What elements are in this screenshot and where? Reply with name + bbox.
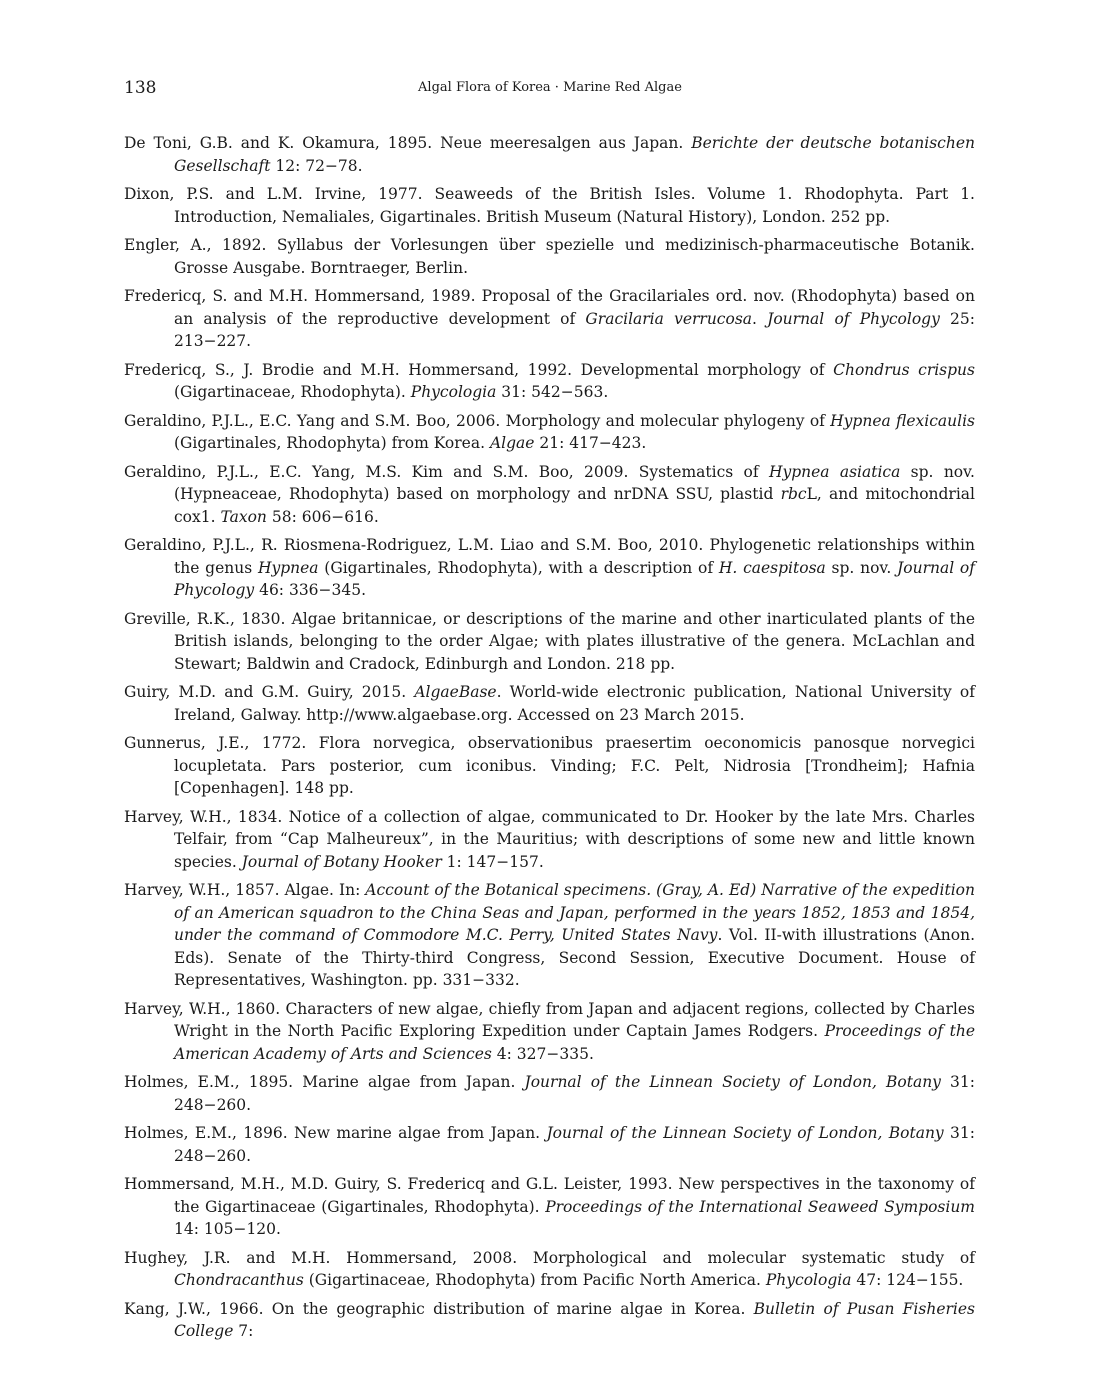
reference-text: Hughey, J.R. and M.H. Hommersand, 2008. Morphological and molecular systematic study of (124, 1248, 975, 1267)
reference-text: Dixon, P.S. and L.M. Irvine, 1977. Seaweeds of the British Isles. Volume 1. Rhodophyta. Part 1. Introduction, Nemaliales, Gigartinales. British Museum (Natural History), London. 252 pp. (124, 185, 975, 226)
reference-text: 4: 327−335. (491, 1044, 594, 1063)
reference-entry (124, 132, 975, 177)
reference-text: (Gigartinales, Rhodophyta), with a description of (318, 558, 719, 577)
reference-text: 31: 542−563. (496, 383, 609, 401)
reference-text: (Gigartinaceae, Rhodophyta). (174, 383, 411, 401)
reference-italic-text: Hypnea (257, 558, 319, 577)
reference-text: Holmes, E.M., 1896. New marine algae from Japan. (124, 1124, 547, 1142)
reference-italic-text: Account of the Botanical specimens. (Gray, A. Ed) Narrative of the expedition of an American squadron to the China Seas and Japan, performed in the years 1852, 1853 and 1854, under the command of Commodore M.C. Perry, United States Navy (174, 881, 975, 944)
reference-italic-text: rbc (780, 485, 807, 503)
reference-entry (124, 461, 975, 529)
reference-text: Geraldino, P.J.L., R. Riosmena-Rodriguez, L.M. Liao and S.M. Boo, 2010. Phylogenetic relationships within the genus (124, 536, 975, 577)
reference-entry (124, 285, 975, 353)
reference-text: 7: (233, 1322, 254, 1340)
reference-text: 31: 248−260. (174, 1073, 975, 1114)
reference-italic-text: Journal of the Linnean Society of London, Botany (546, 1124, 944, 1142)
reference-list (124, 132, 975, 1349)
reference-entry (124, 359, 975, 404)
reference-italic-text: Chondrus crispus (833, 360, 975, 379)
reference-text: . World-wide electronic publication, National University of Ireland, Galway. http://www.algaebase.org. Accessed on 23 March 2015. (174, 683, 975, 724)
reference-text: Geraldino, P.J.L., E.C. Yang and S.M. Boo, 2006. Morphology and molecular phylogeny of (124, 411, 831, 430)
running-title: Algal Flora of Korea · Marine Red Algae (418, 80, 682, 95)
reference-text: Greville, R.K., 1830. Algae britannicae, or descriptions of the marine and other inarticulated plants of the British islands, belonging to the order Algae; with plates illustrative of the genera. McLachlan and Stewart; Baldwin and Cradock, Edinburgh and London. 218 pp. (124, 609, 975, 673)
reference-italic-text: Journal of the Linnean Society of London, Botany (524, 1073, 941, 1091)
page-number: 138 (124, 78, 157, 98)
reference-italic-text: Hypnea flexicaulis (830, 411, 975, 430)
reference-entry (124, 998, 975, 1066)
reference-text: Holmes, E.M., 1895. Marine algae from Japan. (124, 1073, 525, 1091)
reference-italic-text: Bulletin of Pusan Fisheries College (174, 1299, 975, 1340)
reference-text: (Gigartinales, Rhodophyta) from Korea. (174, 434, 490, 452)
reference-text: Fredericq, S. and M.H. Hommersand, 1989. Proposal of the Gracilariales ord. nov. (Rhodophyta) based on an analysis of the reproductive development of (124, 287, 975, 328)
reference-entry (124, 879, 975, 992)
reference-text: Geraldino, P.J.L., E.C. Yang, M.S. Kim and S.M. Boo, 2009. Systematics of (124, 462, 769, 481)
reference-entry (124, 410, 975, 455)
reference-text: Harvey, W.H., 1857. Algae. In: (124, 881, 366, 899)
reference-text: sp. nov. (825, 558, 898, 577)
reference-text: Guiry, M.D. and G.M. Guiry, 2015. (124, 683, 415, 701)
reference-text: Hommersand, M.H., M.D. Guiry, S. Fredericq and G.L. Leister, 1993. New perspectives in the taxonomy of the Gigartinaceae (Gigartinales, Rhodophyta). (124, 1175, 975, 1216)
reference-text: (Gigartinaceae, Rhodophyta) from Pacific North America. (303, 1271, 766, 1289)
reference-entry (124, 1247, 975, 1292)
reference-text: Gunnerus, J.E., 1772. Flora norvegica, observationibus praesertim oeconomicis panosque norvegici locupletata. Pars posterior, cum iconibus. Vinding; F.C. Pelt, Nidrosia [Trondheim]; Hafnia [Copenhagen]. 148 pp. (124, 734, 975, 797)
reference-text: 58: 606−616. (266, 507, 379, 526)
reference-text: Kang, J.W., 1966. On the geographic distribution of marine algae in Korea. (124, 1299, 754, 1318)
reference-italic-text: Gracilaria verrucosa (585, 309, 753, 328)
reference-entry (124, 183, 975, 228)
reference-text: 46: 336−345. (254, 581, 367, 599)
reference-italic-text: Journal of Phycology (767, 309, 940, 328)
reference-text: 21: 417−423. (534, 434, 647, 452)
reference-text: De Toni, G.B. and K. Okamura, 1895. Neue meeresalgen aus Japan. (124, 134, 692, 152)
reference-italic-text: H. caespitosa (718, 558, 826, 577)
reference-text: Fredericq, S., J. Brodie and M.H. Hommersand, 1992. Developmental morphology of (124, 360, 834, 379)
reference-entry (124, 534, 975, 602)
reference-italic-text: Phycologia (410, 383, 497, 401)
reference-italic-text: Chondracanthus (174, 1271, 304, 1289)
reference-italic-text: Algae (489, 434, 535, 452)
reference-text: Harvey, W.H., 1860. Characters of new algae, chiefly from Japan and adjacent regions, collected by Charles Wright in the North Pacific Exploring Expedition under Captain James Rodgers. (124, 999, 975, 1040)
reference-entry (124, 732, 975, 800)
reference-entry (124, 1173, 975, 1241)
reference-entry (124, 681, 975, 726)
reference-text: 31: 248−260. (174, 1124, 975, 1165)
reference-italic-text: Journal of Botany Hooker (241, 852, 442, 871)
reference-text: Engler, A., 1892. Syllabus der Vorlesungen über spezielle und medizinisch-pharmaceutische Botanik. Grosse Ausgabe. Borntraeger, Berlin. (124, 236, 975, 277)
reference-italic-text: Journal of Phycology (174, 558, 975, 599)
reference-text: 14: 105−120. (174, 1220, 281, 1238)
reference-text: Harvey, W.H., 1834. Notice of a collection of algae, communicated to Dr. Hooker by the late Mrs. Charles Telfair, from “Cap Malheureux”, in the Mauritius; with descriptions of some new and little known species. (124, 807, 975, 871)
reference-italic-text: Berichte der deutsche botanischen Gesellschaft (174, 134, 975, 175)
reference-entry (124, 1071, 975, 1116)
reference-italic-text: Hypnea asiatica (768, 462, 901, 481)
reference-text: 12: 72−78. (270, 156, 363, 175)
reference-text: . (752, 309, 768, 328)
reference-entry (124, 1122, 975, 1167)
reference-text: . Vol. II-with illustrations (Anon. Eds). Senate of the Thirty-third Congress, Second Session, Executive Document. House of Representatives, Washington. pp. 331−332. (174, 926, 976, 989)
reference-text: 25: 213−227. (174, 309, 975, 350)
reference-entry (124, 806, 975, 874)
reference-text: sp. nov. (Hypneaceae, Rhodophyta) based on morphology and nrDNA SSU, plastid (174, 462, 975, 503)
reference-entry (124, 1298, 975, 1343)
reference-entry (124, 234, 975, 279)
reference-italic-text: AlgaeBase (414, 683, 497, 701)
reference-text: L, and mitochondrial cox1. (174, 485, 976, 526)
reference-italic-text: Proceedings of the International Seaweed Symposium (545, 1197, 975, 1216)
reference-entry (124, 608, 975, 676)
reference-italic-text: Taxon (220, 507, 267, 526)
reference-text: 47: 124−155. (851, 1271, 964, 1289)
reference-italic-text: Phycologia (765, 1271, 852, 1289)
reference-italic-text: Proceedings of the American Academy of Arts and Sciences (174, 1022, 976, 1063)
reference-text: 1: 147−157. (441, 852, 544, 871)
